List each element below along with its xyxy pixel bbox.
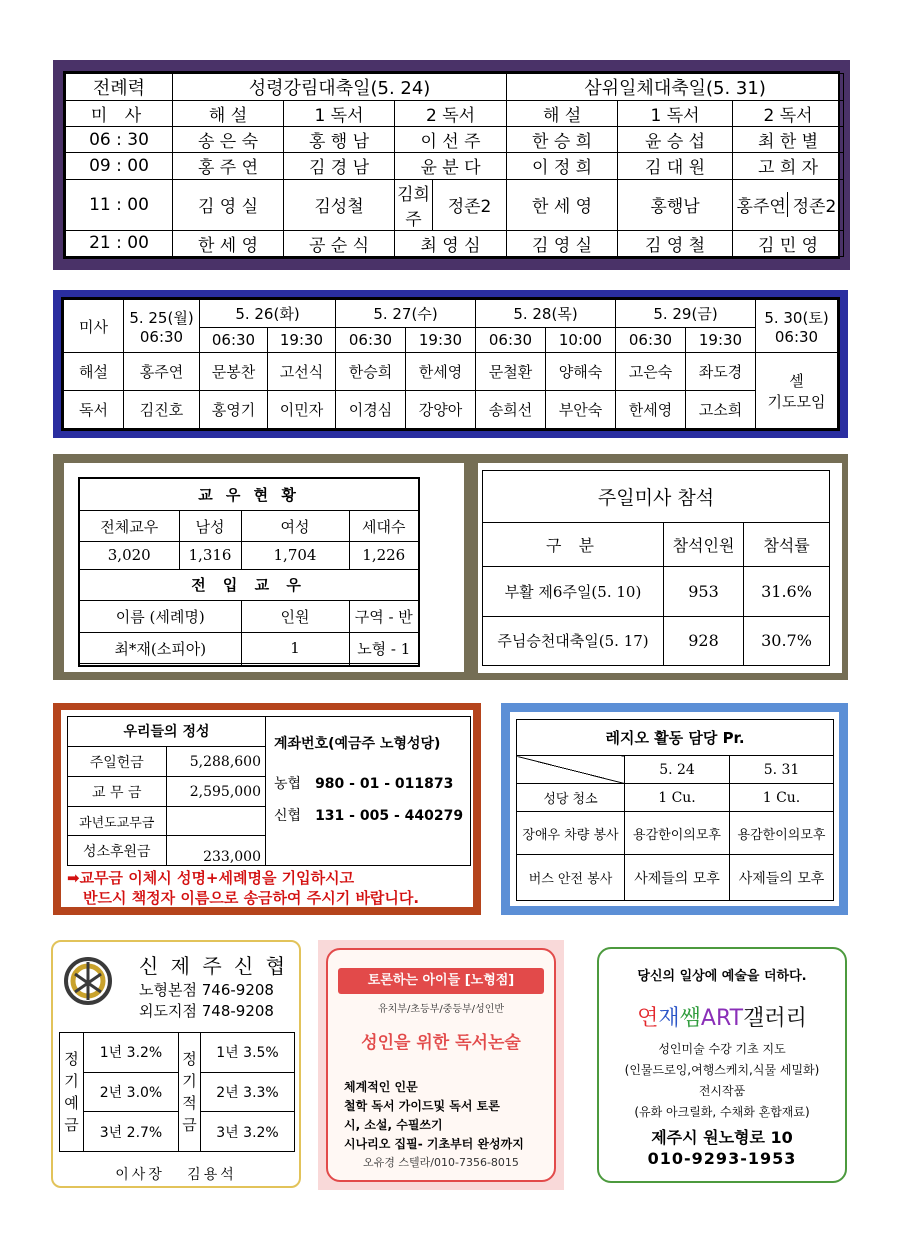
attendance-header: 참석인원: [664, 523, 744, 567]
debate-line: 체계적인 인문: [344, 1080, 418, 1094]
day-label: 5. 27(수): [336, 300, 476, 328]
debate-line: 시, 소설, 수필쓰기: [344, 1118, 443, 1132]
attendance-header: 참석률: [744, 523, 830, 567]
branch-phone: 외도지점 748-9208: [139, 1002, 274, 1020]
day-label: 5. 26(화): [200, 300, 336, 328]
parish-status-box: [64, 463, 464, 672]
rate-table: [59, 1032, 295, 1152]
chairman: 이사장 김용석: [115, 1167, 237, 1183]
roster-cell: 좌도경: [686, 353, 756, 391]
legio-table: [516, 719, 834, 901]
empty-cell: [79, 664, 241, 666]
stat-value: 1,226: [349, 542, 419, 569]
rates: [59, 1032, 295, 1152]
time-label: 06:30: [476, 328, 546, 353]
debate-line: 철학 독서 가이드및 독서 토론: [344, 1099, 500, 1113]
roster-cell: 홍주연: [124, 353, 200, 391]
table-row: [66, 230, 844, 256]
legio-cell: 사제들의 모후: [730, 855, 834, 901]
roster-cell: 김 영 철: [618, 230, 733, 256]
roster-cell: 공 순 식: [284, 230, 395, 256]
account-row: [274, 805, 463, 825]
day-label: 5. 29(금): [616, 300, 756, 328]
offering-note-line: ➡교무금 이체시 성명+세례명을 기입하시고: [67, 869, 355, 887]
label-char: 예: [64, 1094, 79, 1112]
roster-cell: 강양아: [406, 391, 476, 429]
roster-cell: 김진호: [124, 391, 200, 429]
label-char: 정: [64, 1050, 79, 1068]
table-row: [68, 746, 265, 776]
attendance-cell: 928: [664, 616, 744, 666]
offering-amount: [166, 807, 265, 836]
credit-union-ad: [51, 940, 301, 1188]
gallery-tagline: 당신의 일상에 예술을 더하다.: [637, 969, 807, 984]
rate-value: 2.7%: [126, 1124, 163, 1141]
account-row: [274, 773, 453, 793]
offering-note: [67, 868, 419, 908]
offering-title: 우리들의 정성: [68, 717, 265, 746]
saturday-note: [756, 353, 838, 429]
mass-time: 11 : 00: [66, 179, 173, 230]
table-row: [483, 616, 830, 666]
gallery-name-part: 갤러리: [743, 1006, 807, 1031]
row-header-commentary: 해설: [64, 353, 124, 391]
table-row: [517, 784, 834, 812]
label-char: 금: [182, 1116, 197, 1134]
mass-row-header: 미 사: [66, 101, 173, 127]
role-header: 1 독서: [618, 101, 733, 127]
attendance-title: 주일미사 참석: [483, 471, 830, 523]
roster-cell: 김 경 남: [284, 153, 395, 179]
roster-cell: 한 승 희: [507, 127, 618, 153]
legio-duty: 장애우 차량 봉사: [517, 812, 625, 855]
offering-panel: [53, 703, 481, 915]
label-char: 정: [182, 1050, 197, 1068]
offering-box: [61, 710, 473, 907]
table-row: [68, 807, 265, 836]
debate-levels: 유치부/초등부/중등부/성인반: [377, 1004, 505, 1015]
credit-union-logo-icon: [63, 954, 113, 1008]
bank-name: 신협: [274, 808, 302, 824]
gallery-name-part: 쌤: [679, 1006, 701, 1031]
label-char: 금: [64, 1116, 79, 1134]
roster-cell: 한 세 영: [173, 230, 284, 256]
offering-content: [67, 716, 471, 866]
offering-amount: 5,288,600: [166, 746, 265, 776]
offering-amount: 233,000: [166, 836, 265, 865]
rate-cell: [201, 1033, 295, 1073]
day-label: 5. 28(목): [476, 300, 616, 328]
roster-cell: 고선식: [268, 353, 336, 391]
attendance-cell: 953: [664, 567, 744, 617]
roster-cell: 최 영 심: [395, 230, 507, 256]
parish-status-title: 교 우 현 황: [79, 478, 419, 510]
offering-label: 교 무 금: [68, 777, 166, 807]
table-row: [79, 664, 419, 666]
legio-title: 레지오 활동 담당 Pr.: [517, 720, 834, 756]
gallery-address: 제주시 원노형로 10: [651, 1128, 793, 1147]
saturday-note-line: 기도모임: [767, 392, 826, 411]
sunday-roster-panel: [53, 60, 850, 270]
time-label: 06:30: [774, 327, 819, 346]
row-header-mass: 미사: [64, 300, 124, 353]
roster-cell: 송희선: [476, 391, 546, 429]
debate-ad-card: [326, 948, 556, 1182]
debate-headline: 성인을 위한 독서논술: [361, 1033, 521, 1053]
roster-cell: 김희주: [395, 179, 433, 230]
offering-amount: 2,595,000: [166, 777, 265, 807]
attendance-table: [482, 470, 830, 666]
roster-cell: 김성철: [284, 179, 395, 230]
roster-cell: 홍영기: [200, 391, 268, 429]
rate-value: 3.0%: [126, 1084, 163, 1101]
roster-cell: 양해숙: [546, 353, 616, 391]
rate-term: 2년: [99, 1084, 123, 1101]
roster-cell: 이민자: [268, 391, 336, 429]
label-char: 적: [182, 1094, 197, 1112]
credit-union-name: 신 제 주 신 협: [139, 954, 289, 978]
roster-cell: 최 한 별: [733, 127, 844, 153]
legio-cell: 1 Cu.: [730, 784, 834, 812]
attendance-cell: 부활 제6주일(5. 10): [483, 567, 664, 617]
table-row: [517, 855, 834, 901]
parish-status-table: [78, 477, 420, 667]
gallery-name-part: ART: [700, 1006, 744, 1031]
time-label: 19:30: [406, 328, 476, 353]
statistics-panel: [53, 454, 848, 680]
roster-cell: 송 은 숙: [173, 127, 284, 153]
day-cell: [756, 300, 838, 353]
debate-contact: 오유경 스텔라/010-7356-8015: [363, 1156, 519, 1169]
offering-note-line: 반드시 책정자 이름으로 송금하여 주시기 바랍니다.: [83, 889, 420, 907]
rate-cell: [201, 1112, 295, 1152]
legio-duty: 성당 청소: [517, 784, 625, 812]
table-row: [60, 1112, 295, 1152]
roster-cell: 정존2: [792, 197, 837, 218]
label-char: 기: [64, 1072, 79, 1090]
feast-title-pentecost: 성령강림대축일(5. 24): [173, 74, 507, 101]
mass-time: 21 : 00: [66, 230, 173, 256]
diagonal-corner: [517, 756, 625, 784]
roster-cell: 윤 승 섭: [618, 127, 733, 153]
weekday-roster-table: [63, 299, 838, 429]
debate-ad: [318, 940, 564, 1190]
attendance-cell: 31.6%: [744, 567, 830, 617]
time-label: 19:30: [268, 328, 336, 353]
newcomer-header: 이름 (세례명): [79, 601, 241, 633]
roster-cell: 이경심: [336, 391, 406, 429]
weekday-roster-panel: [53, 290, 848, 438]
account-title: 계좌번호(예금주 노형성당): [274, 736, 441, 752]
roster-cell: 한세영: [406, 353, 476, 391]
roster-cell: 홍주연: [735, 192, 788, 217]
gallery-line: 전시작품: [698, 1084, 746, 1098]
roster-cell: 홍 주 연: [173, 153, 284, 179]
roster-cell: 김 민 영: [733, 230, 844, 256]
time-label: 06:30: [200, 328, 268, 353]
rate-value: 3.2%: [243, 1124, 279, 1141]
time-label: 10:00: [546, 328, 616, 353]
roster-cell: 김 영 실: [507, 230, 618, 256]
mass-time: 06 : 30: [66, 127, 173, 153]
table-row: [66, 153, 844, 179]
empty-cell: [241, 664, 349, 666]
debate-banner: 토론하는 아이들 [노형점]: [338, 968, 544, 994]
role-header: 2 독서: [733, 101, 844, 127]
newcomer-header: 구역 - 반: [349, 601, 419, 633]
feast-title-trinity: 삼위일체대축일(5. 31): [507, 74, 844, 101]
empty-cell: [349, 664, 419, 666]
gallery-name: [599, 1001, 845, 1032]
sunday-roster-table: [65, 73, 844, 257]
gallery-ad: [597, 947, 847, 1183]
account-number: 980 - 01 - 011873: [315, 776, 454, 792]
table-row: [60, 1033, 295, 1073]
roster-cell: 윤 분 다: [395, 153, 507, 179]
rate-value: 3.3%: [243, 1084, 279, 1101]
offering-table: [68, 717, 265, 865]
bank-name: 농협: [274, 776, 302, 792]
rate-cell: [84, 1112, 179, 1152]
attendance-cell: 30.7%: [744, 616, 830, 666]
stat-header: 남성: [179, 510, 241, 542]
stat-header: 세대수: [349, 510, 419, 542]
roster-cell: 한 세 영: [507, 179, 618, 230]
time-label: 19:30: [686, 328, 756, 353]
gallery-name-part: 재: [658, 1006, 680, 1031]
roster-cell: 문봉찬: [200, 353, 268, 391]
debate-lines: [344, 1078, 524, 1154]
rate-term: 1년: [216, 1045, 239, 1062]
stat-value: 1,316: [179, 542, 241, 569]
legio-box: [510, 712, 839, 906]
stat-header: 전체교우: [79, 510, 179, 542]
newcomer-cell: 최*재(소피아): [79, 632, 241, 664]
newcomer-header: 인원: [241, 601, 349, 633]
rate-value: 3.5%: [243, 1045, 279, 1062]
time-label: 06:30: [336, 328, 406, 353]
table-row: [68, 836, 265, 865]
account-info: [266, 717, 470, 865]
newcomer-title: 전 입 교 우: [79, 569, 419, 601]
time-label: 06:30: [139, 327, 184, 346]
stat-value: 1,704: [241, 542, 349, 569]
legio-duty: 버스 안전 봉사: [517, 855, 625, 901]
day-label: 5. 30(토): [764, 308, 829, 327]
roster-cell: 김 대 원: [618, 153, 733, 179]
stat-value: 3,020: [79, 542, 179, 569]
roster-cell: 정존2: [433, 179, 507, 230]
table-row: [64, 353, 838, 391]
legio-cell: 1 Cu.: [625, 784, 730, 812]
legio-date: 5. 24: [625, 756, 730, 784]
stat-header: 여성: [241, 510, 349, 542]
savings-label: [179, 1033, 201, 1152]
offering-label: 주일헌금: [68, 746, 166, 776]
roster-cell: 이 정 희: [507, 153, 618, 179]
gallery-name-part: 연: [637, 1006, 659, 1031]
role-header: 1 독서: [284, 101, 395, 127]
rate-cell: [84, 1072, 179, 1112]
table-row: [60, 1072, 295, 1112]
newcomer-cell: 노형 - 1: [349, 632, 419, 664]
gallery-line: (인물드로잉,여행스케치,식물 세밀화): [624, 1063, 820, 1077]
legio-cell: 용감한이의모후: [625, 812, 730, 855]
roster-cell: 한세영: [616, 391, 686, 429]
roster-cell: 고은숙: [616, 353, 686, 391]
day-label: 5. 25(월): [129, 308, 194, 327]
offering-label: 과년도교무금: [68, 807, 166, 836]
roster-cell: 한승희: [336, 353, 406, 391]
roster-cell: 문철환: [476, 353, 546, 391]
roster-cell: 이 선 주: [395, 127, 507, 153]
rate-cell: [201, 1072, 295, 1112]
offering-label: 성소후원금: [68, 836, 166, 865]
gallery-line: 성인미술 수강 기초 지도: [658, 1042, 786, 1056]
roster-cell: 홍 행 남: [284, 127, 395, 153]
liturgy-corner: 전례력: [66, 74, 173, 101]
legio-cell: 사제들의 모후: [625, 855, 730, 901]
attendance-cell: 주님승천대축일(5. 17): [483, 616, 664, 666]
newcomer-cell: 1: [241, 632, 349, 664]
attendance-header: 구 분: [483, 523, 664, 567]
account-number: 131 - 005 - 440279: [315, 808, 464, 824]
gallery-phone: 010-9293-1953: [647, 1149, 797, 1168]
table-row: [79, 632, 419, 664]
label-char: 기: [182, 1072, 197, 1090]
time-label: 06:30: [616, 328, 686, 353]
table-row: [68, 777, 265, 807]
mass-time: 09 : 00: [66, 153, 173, 179]
rate-term: 3년: [216, 1124, 239, 1141]
table-row: [517, 812, 834, 855]
gallery-line: (유화 아크릴화, 수채화 혼합재료): [634, 1105, 810, 1119]
rate-term: 1년: [99, 1045, 123, 1062]
legio-date: 5. 31: [730, 756, 834, 784]
saturday-note-line: 셀: [789, 371, 804, 390]
rate-value: 3.2%: [126, 1045, 163, 1062]
rate-cell: [84, 1033, 179, 1073]
debate-line: 시나리오 집필- 기초부터 완성까지: [344, 1137, 524, 1151]
role-header: 해 설: [173, 101, 284, 127]
roster-cell: 김 영 실: [173, 179, 284, 230]
rate-term: 2년: [216, 1084, 239, 1101]
roster-cell: 홍행남: [618, 179, 733, 230]
deposit-label: [60, 1033, 84, 1152]
attendance-box: [478, 463, 842, 673]
roster-cell: 부안숙: [546, 391, 616, 429]
roster-cell: [733, 179, 844, 230]
table-row: [483, 567, 830, 617]
role-header: 2 독서: [395, 101, 507, 127]
roster-cell: 고소희: [686, 391, 756, 429]
table-row: [66, 179, 844, 230]
branch-phone: 노형본점 746-9208: [139, 981, 274, 999]
legio-cell: 용감한이의모후: [730, 812, 834, 855]
role-header: 해 설: [507, 101, 618, 127]
gallery-lines: [599, 1039, 845, 1123]
rate-term: 3년: [99, 1124, 123, 1141]
legio-panel: [501, 703, 848, 915]
row-header-reading: 독서: [64, 391, 124, 429]
day-cell: [124, 300, 200, 353]
table-row: [64, 391, 838, 429]
table-row: [66, 127, 844, 153]
roster-cell: 고 희 자: [733, 153, 844, 179]
